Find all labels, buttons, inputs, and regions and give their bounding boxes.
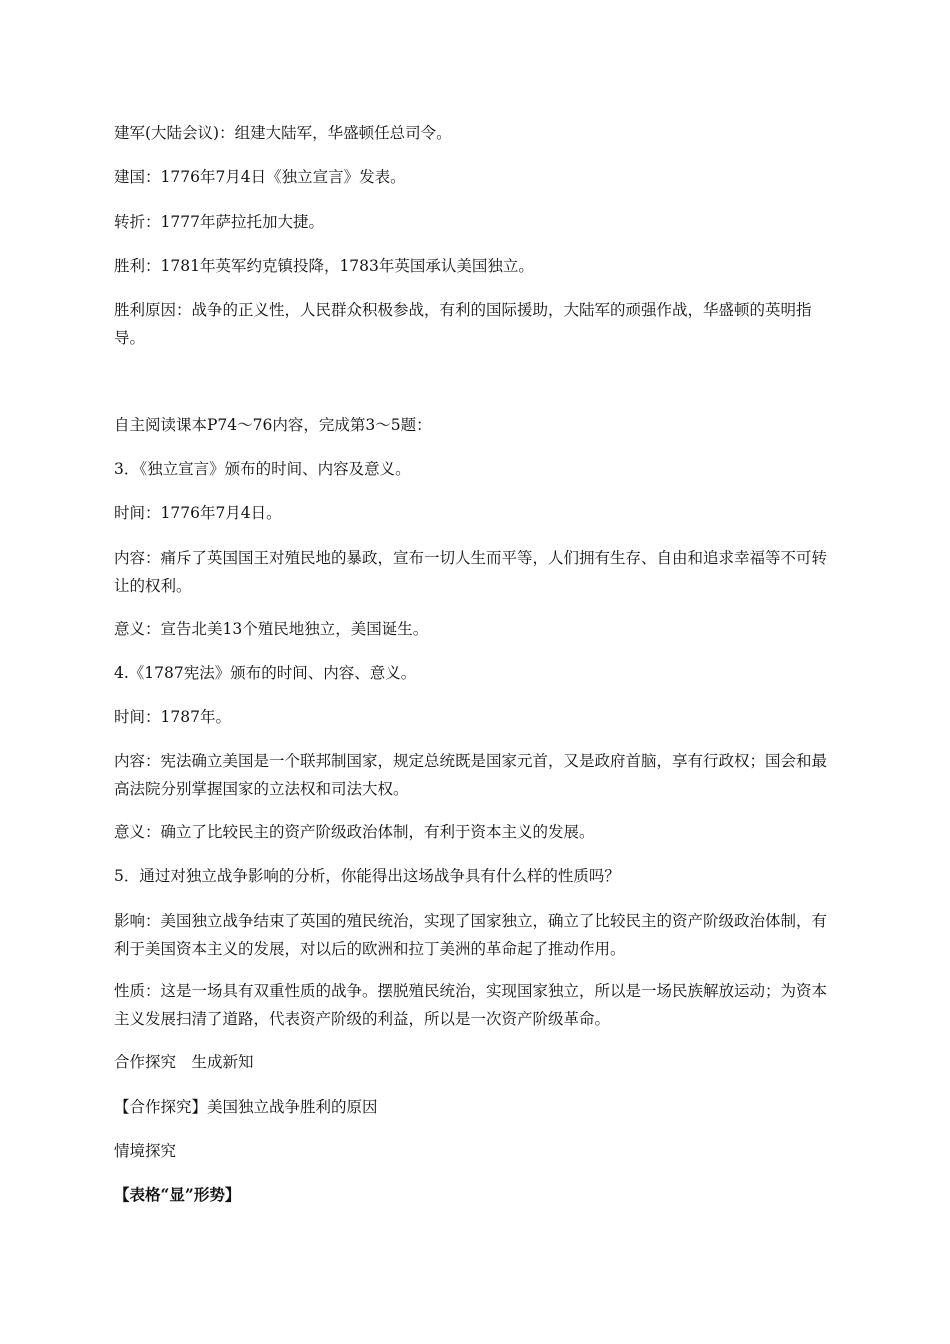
- question-5-impact: 影响：美国独立战争结束了英国的殖民统治，实现了国家独立，确立了比较民主的资产阶级政治体制，有利于美国资本主义的发展，对以后的欧洲和拉丁美洲的革命起了推动作用。: [114, 912, 828, 958]
- question-3: 3．《独立宣言》颁布的时间、内容及意义。: [114, 460, 411, 478]
- question-3-meaning: 意义：宣告北美13个殖民地独立，美国诞生。: [114, 620, 429, 638]
- scenario-heading: 情境探究: [114, 1142, 177, 1160]
- question-4-meaning: 意义：确立了比较民主的资产阶级政治体制，有利于资本主义的发展。: [114, 823, 595, 841]
- paragraph-turning: 转折：1777年萨拉托加大捷。: [114, 213, 324, 231]
- paragraph-victory-reasons: 胜利原因：战争的正义性，人民群众积极参战，有利的国际援助，大陆军的顽强作战，华盛顿的英明指导。: [114, 301, 812, 347]
- question-4-content: 内容：宪法确立美国是一个联邦制国家，规定总统既是国家元首，又是政府首脑，享有行政权；国会和最高法院分别掌握国家的立法权和司法大权。: [114, 752, 828, 798]
- paragraph-army: 建军(大陆会议)：组建大陆军，华盛顿任总司令。: [114, 124, 452, 142]
- table-heading: 【表格“显”形势】: [114, 1185, 241, 1204]
- section-heading-cooperation: 合作探究 生成新知: [114, 1053, 254, 1071]
- paragraph-victory: 胜利：1781年英军约克镇投降，1783年英国承认美国独立。: [114, 257, 534, 275]
- question-3-time: 时间：1776年7月4日。: [114, 504, 282, 522]
- question-5-nature: 性质：这是一场具有双重性质的战争。摆脱殖民统治，实现国家独立，所以是一场民族解放运动；为资本主义发展扫清了道路，代表资产阶级的利益，所以是一次资产阶级革命。: [114, 982, 828, 1028]
- paragraph-reading-task: 自主阅读课本P74～76内容，完成第3～5题：: [114, 416, 432, 434]
- question-4-time: 时间：1787年。: [114, 708, 231, 726]
- question-3-content: 内容：痛斥了英国国王对殖民地的暴政，宣布一切人生而平等，人们拥有生存、自由和追求幸福等不可转让的权利。: [114, 549, 828, 595]
- cooperation-topic: 【合作探究】美国独立战争胜利的原因: [114, 1098, 378, 1116]
- question-4: 4.《1787宪法》颁布的时间、内容、意义。: [114, 664, 417, 682]
- question-5: 5．通过对独立战争影响的分析，你能得出这场战争具有什么样的性质吗？: [114, 867, 620, 885]
- paragraph-nation: 建国：1776年7月4日《独立宣言》发表。: [114, 168, 406, 186]
